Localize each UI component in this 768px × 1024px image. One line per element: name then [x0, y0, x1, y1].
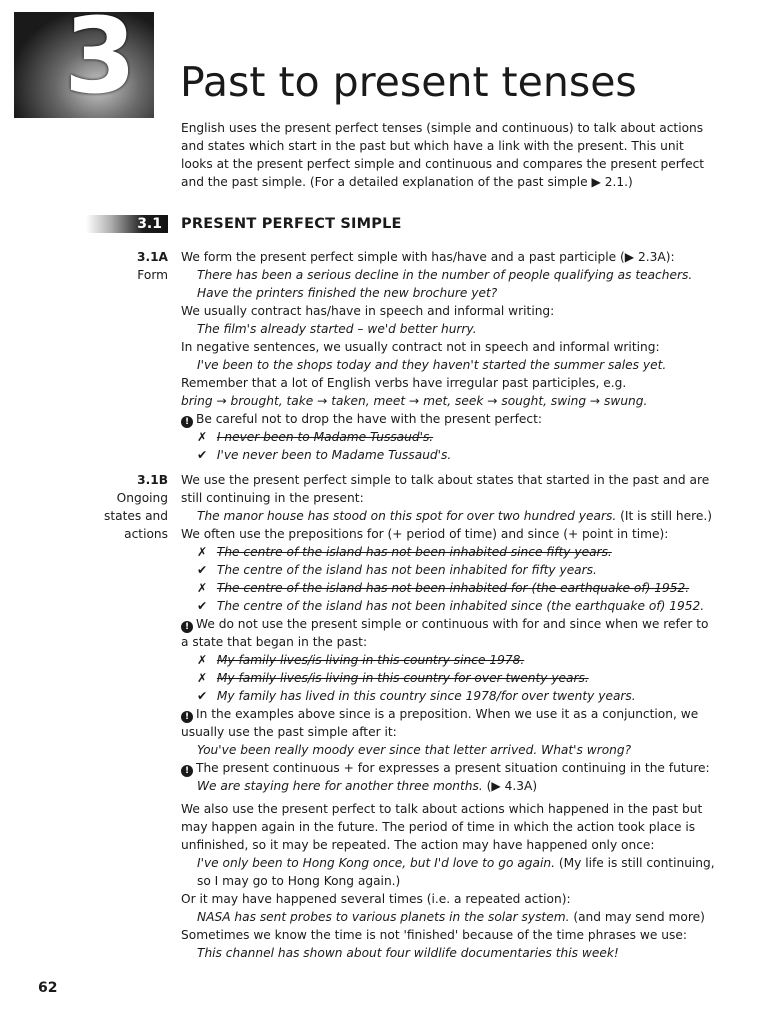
- text-line: We also use the present perfect to talk about actions which happened in the past but: [181, 802, 703, 816]
- warning-line: [181, 410, 721, 428]
- warning-text: Be careful not to drop the have with the present perfect:: [196, 412, 542, 426]
- example-note: (My life is still continuing,: [554, 856, 715, 870]
- wrong-example-text: My family lives/is living in this country since 1978.: [216, 653, 525, 667]
- right-example-text: The centre of the island has not been inhabited for fifty years.: [216, 563, 597, 577]
- text-line: Or it may have happened several times (i.e. a repeated action):: [181, 892, 571, 906]
- unit-title: Past to present tenses: [180, 58, 637, 106]
- section-number-box: [86, 215, 168, 233]
- unit-number-box: [14, 0, 154, 118]
- tick-icon: ✔: [197, 599, 208, 613]
- text-line: still continuing in the present:: [181, 491, 364, 505]
- warning-line: [181, 705, 721, 723]
- right-example: [181, 687, 721, 705]
- intro-line: looks at the present perfect simple and continuous and compares the present perfect: [181, 157, 705, 171]
- example-line: I've been to the shops today and they haven't started the summer sales yet.: [197, 358, 667, 372]
- intro-paragraph: [181, 119, 721, 191]
- text-line: We form the present perfect simple with has/have and a past participle (▶ 2.3A):: [181, 250, 675, 264]
- unit-number: 3: [64, 0, 137, 117]
- subsection-code: 3.1B: [137, 473, 168, 487]
- subsection-label: actions: [124, 527, 168, 541]
- cross-icon: ✗: [197, 581, 208, 595]
- right-example: [181, 561, 721, 579]
- example-line: [181, 777, 721, 795]
- subsection-label: Ongoing: [116, 491, 168, 505]
- warning-text: In the examples above since is a preposition. When we use it as a conjunction, we: [196, 707, 699, 721]
- example-text: The manor house has stood on this spot for over two hundred years.: [197, 509, 617, 523]
- subsection-code: 3.1A: [136, 250, 168, 264]
- wrong-example-text: I never been to Madame Tussaud's.: [216, 430, 434, 444]
- example-line: You've been really moody ever since that letter arrived. What's wrong?: [197, 743, 632, 757]
- example-note-line: so I may go to Hong Kong again.): [197, 874, 401, 888]
- tick-icon: ✔: [197, 563, 208, 577]
- example-line: [181, 854, 721, 872]
- wrong-example: [181, 651, 721, 669]
- section-number: 3.1: [137, 216, 162, 232]
- text-line: We usually contract has/have in speech and informal writing:: [181, 304, 555, 318]
- cross-reference: (▶ 4.3A): [482, 779, 538, 793]
- warning-line: [181, 615, 721, 633]
- section-title: PRESENT PERFECT SIMPLE: [181, 216, 402, 232]
- right-example: [181, 597, 721, 615]
- wrong-example-text: The centre of the island has not been inhabited since fifty years.: [216, 545, 612, 559]
- warning-icon: !: [181, 711, 193, 723]
- text-line: In negative sentences, we usually contract not in speech and informal writing:: [181, 340, 660, 354]
- example-line: There has been a serious decline in the number of people qualifying as teachers.: [197, 268, 693, 282]
- warning-icon: !: [181, 765, 193, 777]
- text-line: Remember that a lot of English verbs have irregular past participles, e.g.: [181, 376, 627, 390]
- text-line: a state that began in the past:: [181, 635, 368, 649]
- warning-icon: !: [181, 416, 193, 428]
- intro-line: and states which start in the past but which have a link with the present. This unit: [181, 139, 684, 153]
- cross-icon: ✗: [197, 545, 208, 559]
- wrong-example: [181, 428, 721, 446]
- cross-icon: ✗: [197, 653, 208, 667]
- example-line: Have the printers finished the new brochure yet?: [197, 286, 498, 300]
- subsection-label: Form: [137, 268, 168, 282]
- wrong-example-text: The centre of the island has not been inhabited for (the earthquake of) 1952.: [216, 581, 690, 595]
- tick-icon: ✔: [197, 689, 208, 703]
- example-text: We are staying here for another three months.: [197, 779, 483, 793]
- warning-icon: !: [181, 621, 193, 633]
- warning-text: We do not use the present simple or continuous with for and since when we refer to: [196, 617, 709, 631]
- text-line: We often use the prepositions for (+ period of time) and since (+ point in time):: [181, 527, 669, 541]
- right-example-text: My family has lived in this country since 1978/for over twenty years.: [216, 689, 636, 703]
- wrong-example: [181, 543, 721, 561]
- intro-line: English uses the present perfect tenses (simple and continuous) to talk about actions: [181, 121, 704, 135]
- right-example-text: The centre of the island has not been inhabited since (the earthquake of) 1952.: [216, 599, 705, 613]
- example-text: NASA has sent probes to various planets in the solar system.: [197, 910, 570, 924]
- wrong-example: [181, 579, 721, 597]
- example-line: [181, 507, 721, 525]
- subsection-3-1a: [181, 248, 721, 464]
- example-text: I've only been to Hong Kong once, but I'd love to go again.: [197, 856, 555, 870]
- example-line: bring → brought, take → taken, meet → met, seek → sought, swing → swung.: [181, 394, 648, 408]
- example-note: (and may send more): [569, 910, 705, 924]
- subsection-3-1c: [181, 800, 721, 962]
- right-example: [181, 446, 721, 464]
- example-line: This channel has shown about four wildlife documentaries this week!: [197, 946, 619, 960]
- text-line: Sometimes we know the time is not 'finished' because of the time phrases we use:: [181, 928, 687, 942]
- text-line: We use the present perfect simple to talk about states that started in the past and are: [181, 473, 710, 487]
- right-example-text: I've never been to Madame Tussaud's.: [216, 448, 452, 462]
- side-label-3-1b: [104, 471, 168, 543]
- text-line: may happen again in the future. The period of time in which the action took place is: [181, 820, 696, 834]
- side-label-3-1a: [137, 248, 168, 284]
- cross-icon: ✗: [197, 671, 208, 685]
- warning-line: [181, 759, 721, 777]
- tick-icon: ✔: [197, 448, 208, 462]
- intro-line: and the past simple. (For a detailed explanation of the past simple ▶ 2.1.): [181, 175, 633, 189]
- page-number: 62: [38, 980, 58, 996]
- warning-text: The present continuous + for expresses a present situation continuing in the future:: [196, 761, 710, 775]
- example-line: [181, 908, 721, 926]
- subsection-3-1b: [181, 471, 721, 795]
- wrong-example-text: My family lives/is living in this country for over twenty years.: [216, 671, 589, 685]
- example-note: (It is still here.): [616, 509, 712, 523]
- text-line: unfinished, so it may be repeated. The action may have happened only once:: [181, 838, 655, 852]
- wrong-example: [181, 669, 721, 687]
- cross-icon: ✗: [197, 430, 208, 444]
- example-line: The film's already started – we'd better hurry.: [197, 322, 477, 336]
- text-line: usually use the past simple after it:: [181, 725, 397, 739]
- subsection-label: states and: [103, 509, 168, 523]
